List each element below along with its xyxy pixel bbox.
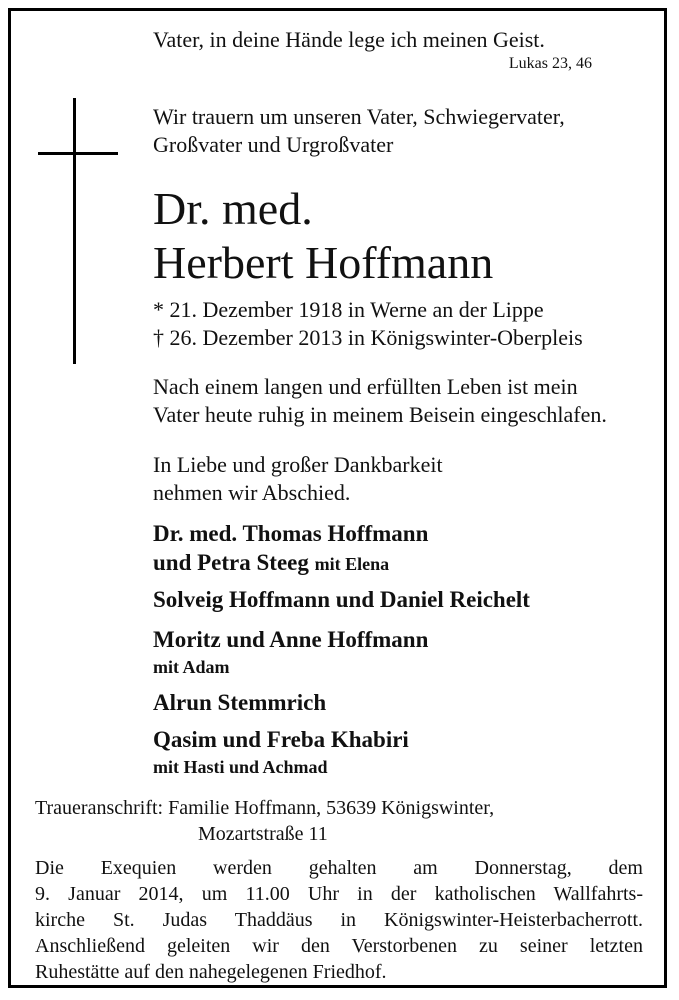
message-text bbox=[153, 373, 653, 429]
farewell-line-2: nehmen wir Abschied. bbox=[153, 480, 351, 505]
service-line-4: Anschließend geleiten wir den Verstorbenen zu seiner letzten bbox=[35, 935, 643, 957]
bible-verse: Vater, in deine Hände lege ich meinen Geist. bbox=[153, 27, 545, 52]
intro-text bbox=[153, 103, 633, 159]
service-line-5: Ruhestätte auf den nahegelegenen Friedhof. bbox=[35, 961, 387, 983]
mourning-address bbox=[35, 795, 494, 847]
obituary-notice bbox=[8, 8, 667, 988]
cross-icon-crossbar bbox=[38, 152, 118, 155]
mourner-4: Alrun Stemmrich bbox=[153, 690, 327, 715]
intro-line-2: Großvater und Urgroßvater bbox=[153, 132, 394, 157]
address-label: Traueranschrift: bbox=[35, 797, 164, 819]
farewell-line-1: In Liebe und großer Dankbarkeit bbox=[153, 452, 443, 477]
mourner-1-suffix: mit Elena bbox=[314, 554, 390, 574]
deceased-title: Dr. med. bbox=[153, 183, 313, 234]
mourner-2: Solveig Hoffmann und Daniel Reichelt bbox=[153, 587, 530, 612]
message-line-1: Nach einem langen und erfüllten Leben ist mein bbox=[153, 374, 578, 399]
mourner-1-line-2 bbox=[153, 550, 389, 576]
mourner-1-names: und Petra Steeg bbox=[153, 550, 309, 575]
service-line-2: 9. Januar 2014, um 11.00 Uhr in der katholischen Wallfahrts- bbox=[35, 883, 643, 905]
mourner-5-sub: mit Hasti und Achmad bbox=[153, 757, 328, 777]
cross-icon bbox=[73, 98, 76, 364]
service-info bbox=[35, 855, 643, 985]
service-line-1: Die Exequien werden gehalten am Donnerstag, dem bbox=[35, 857, 643, 879]
mourner-3: Moritz und Anne Hoffmann bbox=[153, 627, 429, 652]
mourner-1-line-1: Dr. med. Thomas Hoffmann bbox=[153, 521, 429, 546]
intro-line-1: Wir trauern um unseren Vater, Schwiegervater, bbox=[153, 104, 565, 129]
address-line-1: Familie Hoffmann, 53639 Königswinter, bbox=[168, 797, 495, 819]
mourner-5: Qasim und Freba Khabiri bbox=[153, 727, 409, 752]
mourner-3-sub: mit Adam bbox=[153, 657, 230, 677]
message-line-2: Vater heute ruhig in meinem Beisein eingeschlafen. bbox=[153, 402, 607, 427]
deceased-name: Herbert Hoffmann bbox=[153, 237, 494, 288]
farewell-text bbox=[153, 451, 653, 507]
service-line-3: kirche St. Judas Thaddäus in Königswinter-Heisterbacherrott. bbox=[35, 909, 643, 931]
death-info: † 26. Dezember 2013 in Königswinter-Oberpleis bbox=[153, 325, 583, 350]
address-line-2: Mozartstraße 11 bbox=[198, 823, 328, 845]
verse-reference: Lukas 23, 46 bbox=[508, 55, 592, 72]
birth-info: * 21. Dezember 1918 in Werne an der Lippe bbox=[153, 297, 544, 322]
